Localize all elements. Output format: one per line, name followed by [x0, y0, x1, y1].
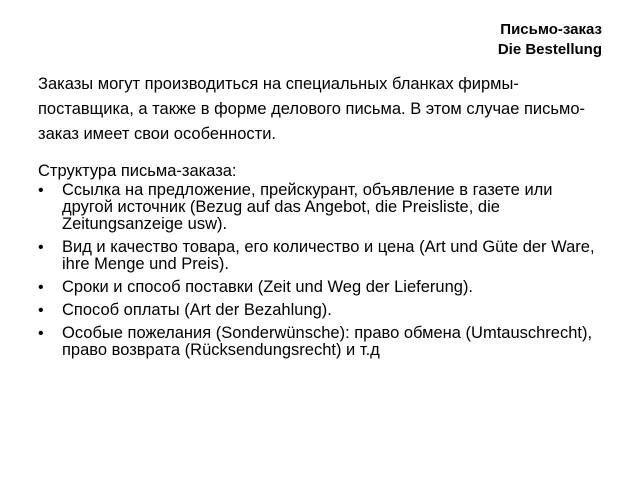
list-item-text: Способ оплаты (Art der Bezahlung).: [62, 301, 332, 319]
bullet-icon: •: [38, 182, 44, 199]
list-item-text: Вид и качество товара, его количество и цена (Art und Güte der Ware, ihre Menge und Preis).: [62, 238, 595, 273]
bullet-icon: •: [38, 279, 44, 296]
intro-paragraph: Заказы могут производиться на специальных бланках фирмы-поставщика, а также в форме делового письма. В этом случае письмо-заказ имеет свои особенности.: [38, 75, 586, 143]
list-item: [38, 325, 598, 359]
structure-list: [38, 182, 598, 365]
bullet-icon: •: [38, 302, 44, 319]
list-item-text: Сроки и способ поставки (Zeit und Weg der Lieferung).: [62, 278, 474, 296]
title-russian: Письмо-заказ: [500, 21, 602, 38]
list-item: [38, 182, 598, 233]
slide-title: [498, 20, 602, 60]
list-item: [38, 302, 598, 319]
list-item: [38, 239, 598, 273]
list-item-text: Ссылка на предложение, прейскурант, объявление в газете или другой источник (Bezug auf das Angebot, die Preisliste, die Zeitungsanzeige usw).: [62, 181, 553, 233]
list-item-text: Особые пожелания (Sonderwünsche): право обмена (Umtauschrecht), право возврата (Rücksendungsrecht) и т.д: [62, 324, 593, 359]
list-item: [38, 279, 598, 296]
bullet-icon: •: [38, 325, 44, 342]
title-german: Die Bestellung: [497, 41, 602, 58]
bullet-icon: •: [38, 239, 44, 256]
structure-heading: Структура письма-заказа:: [38, 162, 237, 180]
